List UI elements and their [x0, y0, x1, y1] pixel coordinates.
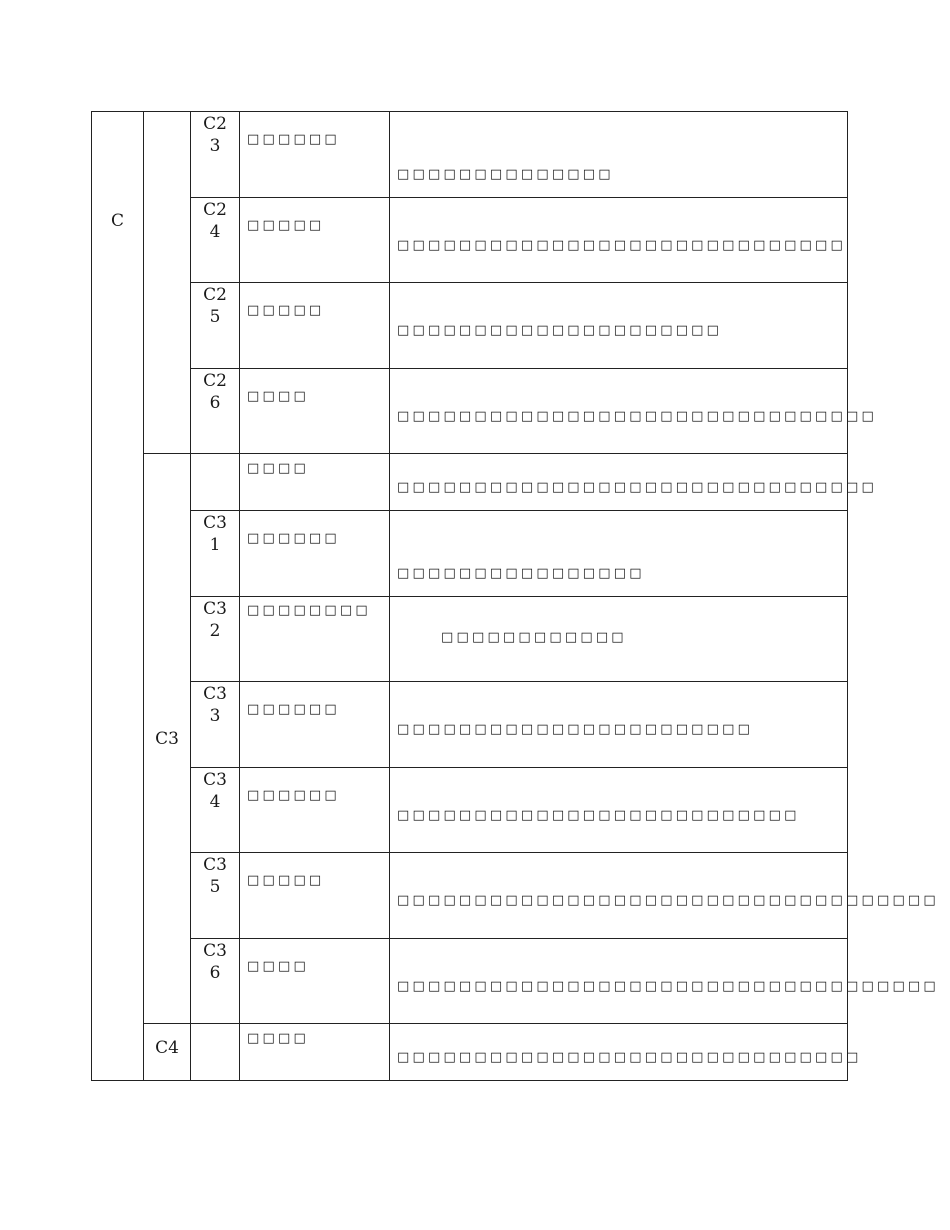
- name-cell: □□□□□□: [240, 112, 390, 198]
- table-row: [92, 112, 848, 198]
- level2-cell-c3: [144, 454, 191, 1024]
- name-cell: □□□□□: [240, 283, 390, 369]
- code-cell: C3 2: [191, 596, 240, 682]
- code-cell-empty: [191, 1024, 240, 1081]
- code-cell: C3 4: [191, 767, 240, 853]
- code-cell: C3 6: [191, 938, 240, 1024]
- name-cell: □□□□□□: [240, 767, 390, 853]
- desc-cell: □□□□□□□□□□□□□□□□□□□□□□□□□□□□□□□: [390, 454, 848, 511]
- desc-cell: □□□□□□□□□□□□□□□□□□□□□□□□□□□□□□□□□□□: [390, 938, 848, 1024]
- desc-cell: □□□□□□□□□□□□□□□□□□□□□□□: [390, 682, 848, 768]
- name-cell: □□□□□□: [240, 511, 390, 597]
- desc-cell: □□□□□□□□□□□□□□□□□□□□□□□□□□□□□□□: [390, 368, 848, 454]
- desc-cell: □□□□□□□□□□□□□□□□□□□□□□□□□□□□□□: [390, 1024, 848, 1081]
- table-row: [92, 767, 848, 853]
- table-row: [92, 596, 848, 682]
- desc-cell: □□□□□□□□□□□□□□□□□□□□□□□□□□□□□: [390, 197, 848, 283]
- desc-cell: □□□□□□□□□□□□□□□□□□□□□: [390, 283, 848, 369]
- name-cell: □□□□: [240, 1024, 390, 1081]
- code-cell: C2 3: [191, 112, 240, 198]
- table-row: [92, 853, 848, 939]
- classification-table: [91, 111, 939, 1081]
- code-cell: C2 4: [191, 197, 240, 283]
- name-cell: □□□□: [240, 938, 390, 1024]
- table-row: [92, 197, 848, 283]
- desc-cell: □□□□□□□□□□□□□□: [390, 112, 848, 198]
- name-cell: □□□□□: [240, 853, 390, 939]
- table-row: [92, 682, 848, 768]
- code-cell: C3 1: [191, 511, 240, 597]
- level2-label: C4: [155, 1038, 179, 1058]
- table-row: [92, 283, 848, 369]
- level2-cell-c4: [144, 1024, 191, 1081]
- code-cell-empty: [191, 454, 240, 511]
- table-row: [92, 938, 848, 1024]
- table-row: [92, 511, 848, 597]
- desc-cell: □□□□□□□□□□□□□□□□: [390, 511, 848, 597]
- level1-cell: [92, 112, 144, 1081]
- name-cell: □□□□□□□□: [240, 596, 390, 682]
- name-cell: □□□□□□: [240, 682, 390, 768]
- level1-label: C: [110, 211, 124, 231]
- desc-cell: □□□□□□□□□□□□: [390, 596, 848, 682]
- name-cell: □□□□: [240, 368, 390, 454]
- level2-cell-c2: [144, 112, 191, 454]
- level2-label: C3: [155, 728, 179, 749]
- name-cell: □□□□□: [240, 197, 390, 283]
- desc-cell: □□□□□□□□□□□□□□□□□□□□□□□□□□□□□□□□□□□: [390, 853, 848, 939]
- code-cell: C2 6: [191, 368, 240, 454]
- name-cell: □□□□: [240, 454, 390, 511]
- desc-cell: □□□□□□□□□□□□□□□□□□□□□□□□□□: [390, 767, 848, 853]
- code-cell: C3 5: [191, 853, 240, 939]
- table-row: [92, 1024, 848, 1081]
- table-row: [92, 454, 848, 511]
- code-cell: C2 5: [191, 283, 240, 369]
- code-cell: C3 3: [191, 682, 240, 768]
- table-row: [92, 368, 848, 454]
